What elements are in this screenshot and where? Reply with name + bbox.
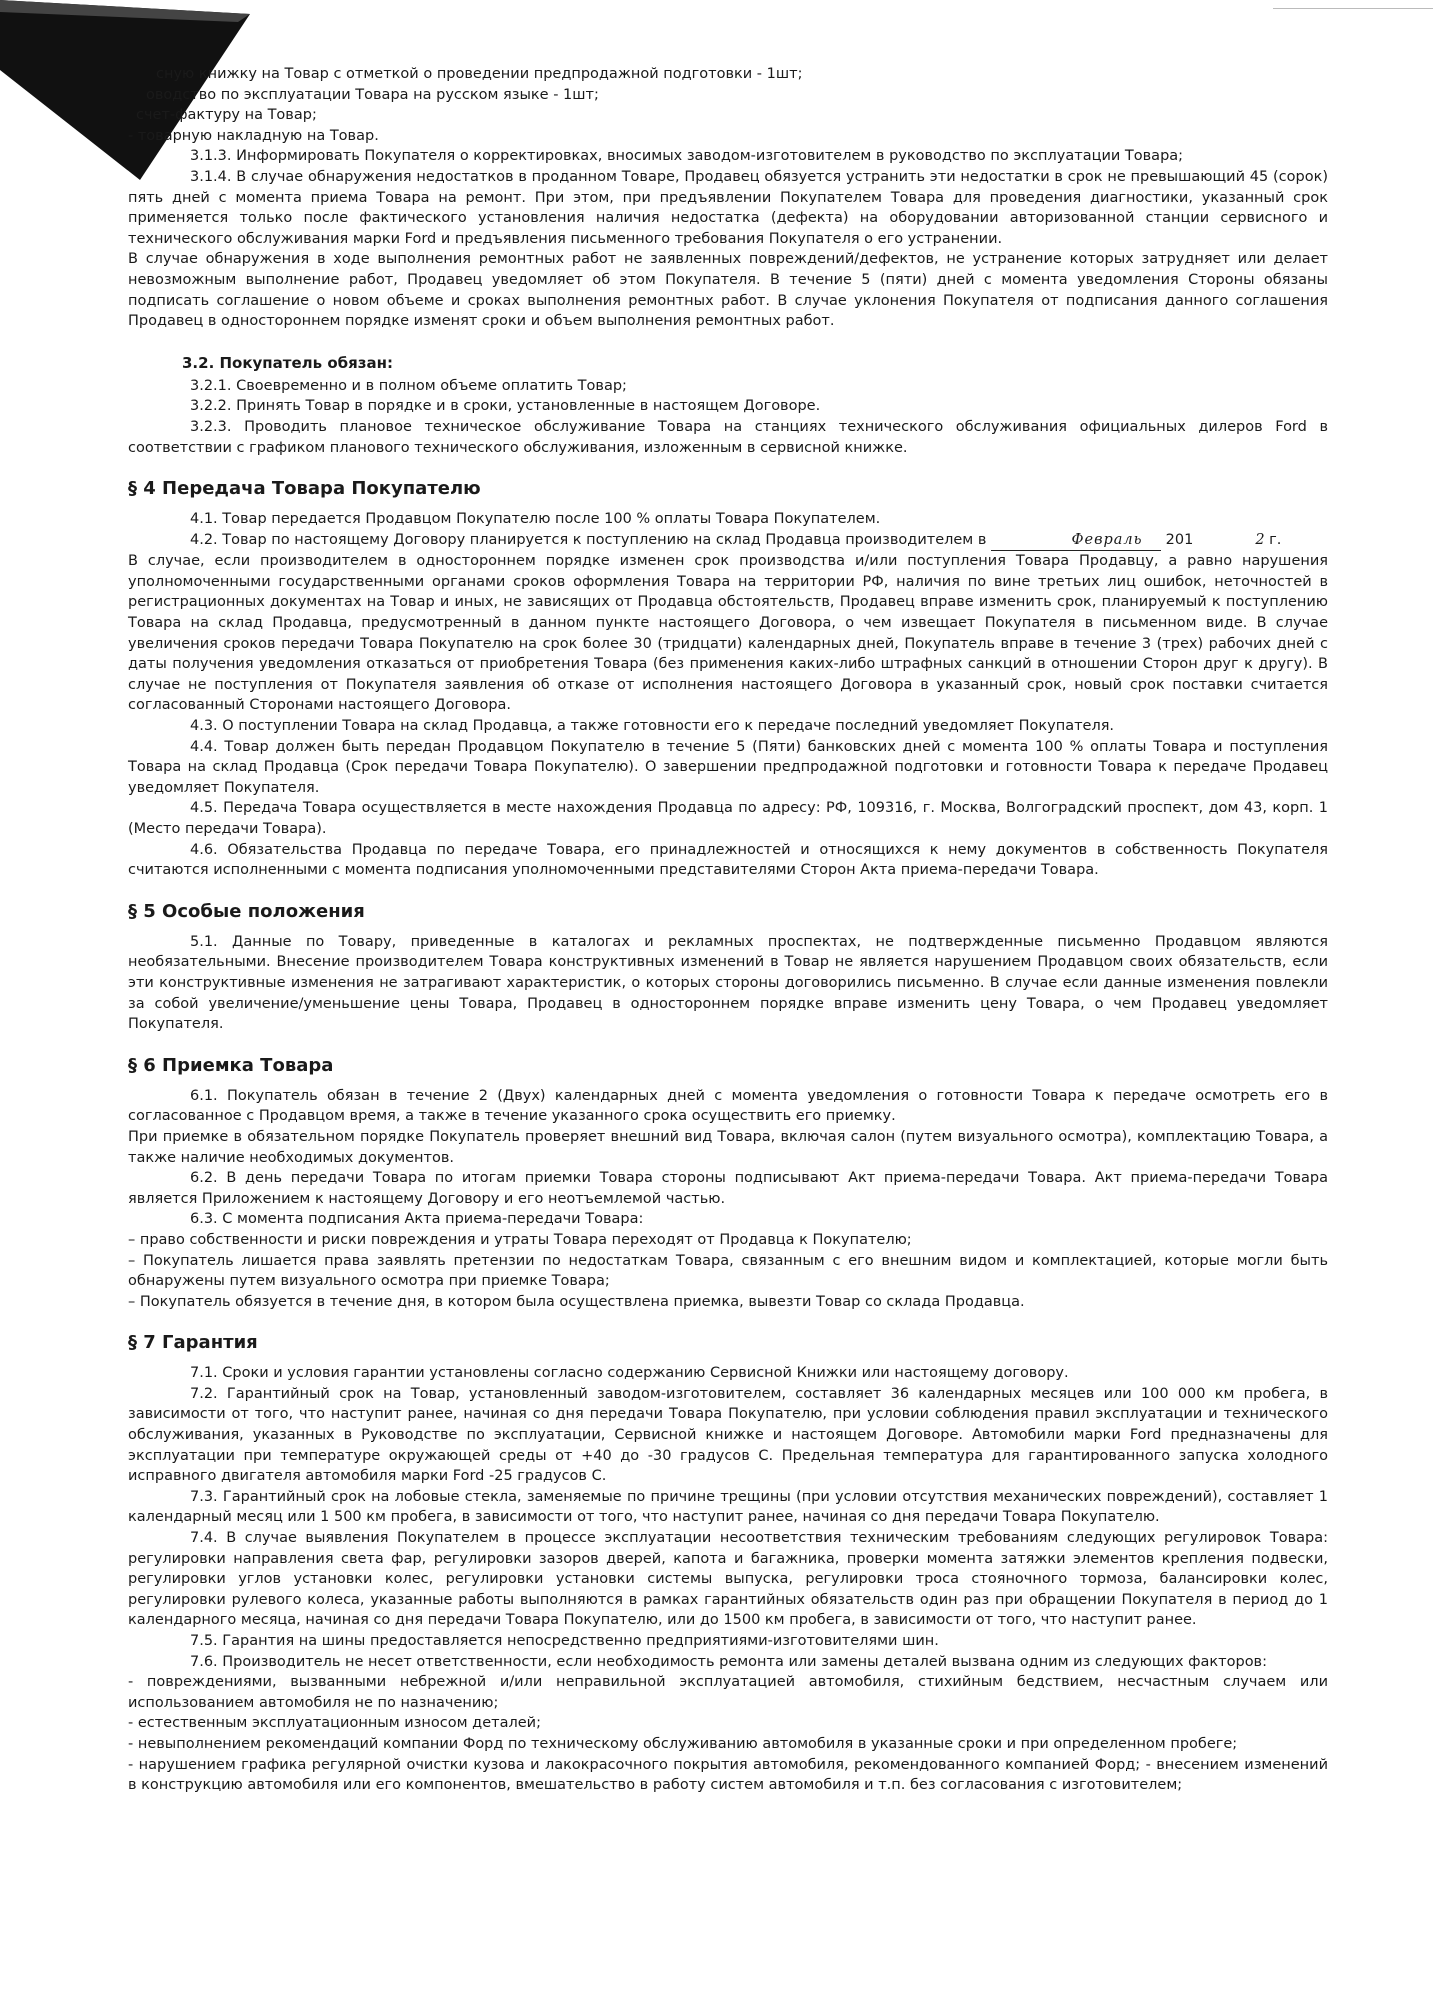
clause-4-3: 4.3. О поступлении Товара на склад Продавца, а также готовности его к передаче последний уведомляет Покупателя. bbox=[190, 718, 1115, 735]
section-heading-6: § 6 Приемка Товара bbox=[128, 1054, 334, 1076]
clause-6-1: 6.1. Покупатель обязан в течение 2 (Двух) календарных дней с момента уведомления о готовности Товара к передаче осмотреть его в согласованное с Продавцом время, а также в течение указанного срока осуществить его приемку. bbox=[128, 1087, 1328, 1125]
clause-3-2-3: 3.2.3. Проводить плановое техническое обслуживание Товара на станциях технического обслуживания официальных дилеров Ford в соответствии с графиком планового технического обслуживания, изложенным в сервисной книжке. bbox=[128, 418, 1328, 456]
section-heading-7: § 7 Гарантия bbox=[128, 1332, 258, 1354]
clause-6-1-continued: При приемке в обязательном порядке Покупатель проверяет внешний вид Товара, включая салон (путем визуального осмотра), комплектацию Товара, а также наличие необходимых документов. bbox=[128, 1128, 1328, 1166]
list-item: - естественным эксплуатационным износом деталей; bbox=[128, 1715, 541, 1732]
clause-5-1: 5.1. Данные по Товару, приведенные в каталогах и рекламных проспектах, не подтвержденные письменно Продавцом являются необязательными. Внесение производителем Товара конструктивных изменений в Товар не является нарушением Продавцом своих обязательств, если эти конструктивные изменения не затрагивают характеристик, о которых стороны договорились письменно. В случае если данные изменения повлекли за собой увеличение/уменьшение цены Товара, Продавец в одностороннем порядке вправе изменить цену Товара, о чем Продавец уведомляет Покупателя. bbox=[128, 933, 1328, 1033]
clause-3-1-3: 3.1.3. Информировать Покупателя о корректировках, вносимых заводом-изготовителем в руководство по эксплуатации Товара; bbox=[190, 148, 1184, 165]
list-item: сную книжку на Товар с отметкой о проведении предпродажной подготовки - 1шт; bbox=[156, 66, 803, 82]
list-item: счет-фактуру на Товар; bbox=[136, 107, 317, 124]
clause-7-6: 7.6. Производитель не несет ответственности, если необходимость ремонта или замены деталей вызвана одним из следующих факторов: bbox=[190, 1653, 1267, 1670]
list-item: - товарную накладную на Товар. bbox=[128, 127, 379, 144]
list-item: – право собственности и риски повреждения и утраты Товара переходят от Продавца к Покупателю; bbox=[128, 1231, 912, 1248]
clause-4-4: 4.4. Товар должен быть передан Продавцом Покупателю в течение 5 (Пяти) банковских дней с момента 100 % оплаты Товара и поступления Товара на склад Продавца (Срок передачи Товара Покупателю). О завершении предпродажной подготовки и готовности Товара к передаче Продавец уведомляет Покупателя. bbox=[128, 738, 1328, 796]
list-item: - повреждениями, вызванными небрежной и/или неправильной эксплуатацией автомобиля, стихийным бедствием, несчастным случаем или использованием автомобиля не по назначению; bbox=[128, 1674, 1328, 1711]
year-suffix: г. bbox=[1264, 531, 1282, 548]
list-item: - нарушением графика регулярной очистки кузова и лакокрасочного покрытия автомобиля, рекомендованного компанией Форд; - внесением изменений в конструкцию автомобиля или его компонентов, вмешательство в работу систем автомобиля и т.п. без согласования с изготовителем; bbox=[128, 1756, 1328, 1794]
clause-4-2 bbox=[128, 530, 1328, 552]
clause-7-5: 7.5. Гарантия на шины предоставляется непосредственно предприятиями-изготовителями шин. bbox=[190, 1633, 939, 1649]
clause-7-2: 7.2. Гарантийный срок на Товар, установленный заводом-изготовителем, составляет 36 календарных месяцев или 100 000 км пробега, в зависимости от того, что наступит ранее, начиная со дня передачи Товара Покупателю, при условии соблюдения правил эксплуатации и технического обслуживания, указанных в Руководстве по эксплуатации, Сервисной книжке и настоящем Договоре. Автомобили марки Ford предназначены для эксплуатации при температуре окружающей среды от +40 до -30 градусов С. Предельная температура для гарантированного запуска холодного исправного двигателя автомобиля марки Ford -25 градусов С. bbox=[128, 1385, 1328, 1485]
document-page bbox=[128, 64, 1328, 1796]
year-prefix: 201 bbox=[1165, 531, 1194, 548]
clause-7-4: 7.4. В случае выявления Покупателем в процессе эксплуатации несоответствия техническим требованиям следующих регулировок Товара: регулировки направления света фар, регулировки зазоров дверей, капота и багажника, проверки момента затяжки элементов крепления подвески, регулировки углов установки колес, регулировки установки системы выпуска, регулировки троса стояночного тормоза, балансировки колес, регулировки рулевого колеса, указанные работы выполняются в рамках гарантийных обязательств один раз при обращении Покупателя в период до 1 календарного месяца, начиная со дня передачи Товара Покупателю, или до 1500 км пробега, в зависимости от того, что наступит ранее. bbox=[128, 1530, 1328, 1629]
list-item: – Покупатель обязуется в течение дня, в котором была осуществлена приемка, вывезти Товар со склада Продавца. bbox=[128, 1293, 1025, 1310]
section-heading-5: § 5 Особые положения bbox=[128, 900, 365, 922]
clause-4-2-text: 4.2. Товар по настоящему Договору планируется к поступлению на склад Продавца производителем в bbox=[190, 531, 987, 548]
clause-3-2-2: 3.2.2. Принять Товар в порядке и в сроки, установленные в настоящем Договоре. bbox=[190, 398, 821, 415]
clause-7-1: 7.1. Сроки и условия гарантии установлены согласно содержанию Сервисной Книжки или настоящему договору. bbox=[190, 1365, 1069, 1382]
list-item: – Покупатель лишается права заявлять претензии по недостаткам Товара, связанным с его внешним видом и комплектацией, которые могли быть обнаружены путем визуального осмотра при приемке Товара; bbox=[128, 1252, 1328, 1290]
section-heading-4: § 4 Передача Товара Покупателю bbox=[128, 478, 481, 500]
clause-4-6: 4.6. Обязательства Продавца по передаче Товара, его принадлежностей и относящихся к нему документов в собственность Покупателя считаются исполненными с момента подписания уполномоченными представителями Сторон Акта приема-передачи Товара. bbox=[128, 841, 1328, 879]
list-item: оводство по эксплуатации Товара на русском языке - 1шт; bbox=[146, 86, 599, 103]
scan-edge-line bbox=[1273, 8, 1433, 9]
clause-6-2: 6.2. В день передачи Товара по итогам приемки Товара стороны подписывают Акт приема-передачи Товара. Акт приема-передачи Товара является Приложением к настоящему Договору и его неотъемлемой частью. bbox=[128, 1170, 1328, 1207]
subsection-heading-3-2: 3.2. Покупатель обязан: bbox=[182, 353, 393, 372]
clause-3-2-1: 3.2.1. Своевременно и в полном объеме оплатить Товар; bbox=[190, 377, 627, 394]
handwritten-month: Февраль bbox=[991, 530, 1161, 552]
clause-3-1-4-continued: В случае обнаружения в ходе выполнения ремонтных работ не заявленных повреждений/дефектов, не устранение которых затрудняет или делает невозможным выполнение работ, Продавец уведомляет об этом Покупателя. В течение 5 (пяти) дней с момента уведомления Стороны обязаны подписать соглашение о новом объеме и сроках выполнения ремонтных работ. В случае уклонения Покупателя от подписания данного соглашения Продавец в одностороннем порядке изменят сроки и объем выполнения ремонтных работ. bbox=[128, 251, 1328, 330]
clause-7-3: 7.3. Гарантийный срок на лобовые стекла, заменяемые по причине трещины (при условии отсутствия механических повреждений), составляет 1 календарный месяц или 1 500 км пробега, в зависимости от того, что наступит ранее, начиная со дня передачи Товара Покупателю. bbox=[128, 1488, 1328, 1526]
handwritten-year-digit: 2 bbox=[1255, 531, 1265, 548]
clause-6-3: 6.3. С момента подписания Акта приема-передачи Товара: bbox=[190, 1211, 644, 1228]
clause-3-1-4: 3.1.4. В случае обнаружения недостатков в проданном Товаре, Продавец обязуется устранить эти недостатки в срок не превышающий 45 (сорок) пять дней с момента приема Товара на ремонт. При этом, при предъявлении Покупателем Товара для проведения диагностики, указанный срок применяется только после фактического установления наличия недостатка (дефекта) на оборудовании авторизованной станции сервисного и технического обслуживания марки Ford и предъявления письменного требования Покупателя о его устранении. bbox=[128, 168, 1328, 247]
clause-4-1: 4.1. Товар передается Продавцом Покупателю после 100 % оплаты Товара Покупателем. bbox=[190, 511, 881, 528]
clause-4-2-continued: В случае, если производителем в одностороннем порядке изменен срок производства и/или поступления Товара Продавцу, а равно нарушения уполномоченными государственными органами сроков оформления Товара на территории РФ, наличия по вине третьих лиц ошибок, неточностей в регистрационных документах на Товар и иных, не зависящих от Продавца обстоятельств, Продавец вправе изменить срок, планируемый к поступлению Товара на склад Продавца, предусмотренный в данном пункте настоящего Договора, о чем извещает Покупателя в письменном виде. В случае увеличения сроков передачи Товара Покупателю на срок более 30 (тридцати) календарных дней, Покупатель вправе в течение 3 (трех) рабочих дней с даты получения уведомления отказаться от приобретения Товара (без применения каких-либо штрафных санкций в отношении Сторон друг к другу). В случае не поступления от Покупателя заявления об отказе от исполнения настоящего Договора в указанный срок, новый срок поставки считается согласованный Сторонами настоящего Договора. bbox=[128, 553, 1328, 714]
clause-4-5: 4.5. Передача Товара осуществляется в месте нахождения Продавца по адресу: РФ, 109316, г. Москва, Волгоградский проспект, дом 43, корп. 1 (Место передачи Товара). bbox=[128, 800, 1328, 837]
list-item: - невыполнением рекомендаций компании Форд по техническому обслуживанию автомобиля в указанные сроки и при определенном пробеге; bbox=[128, 1735, 1238, 1752]
